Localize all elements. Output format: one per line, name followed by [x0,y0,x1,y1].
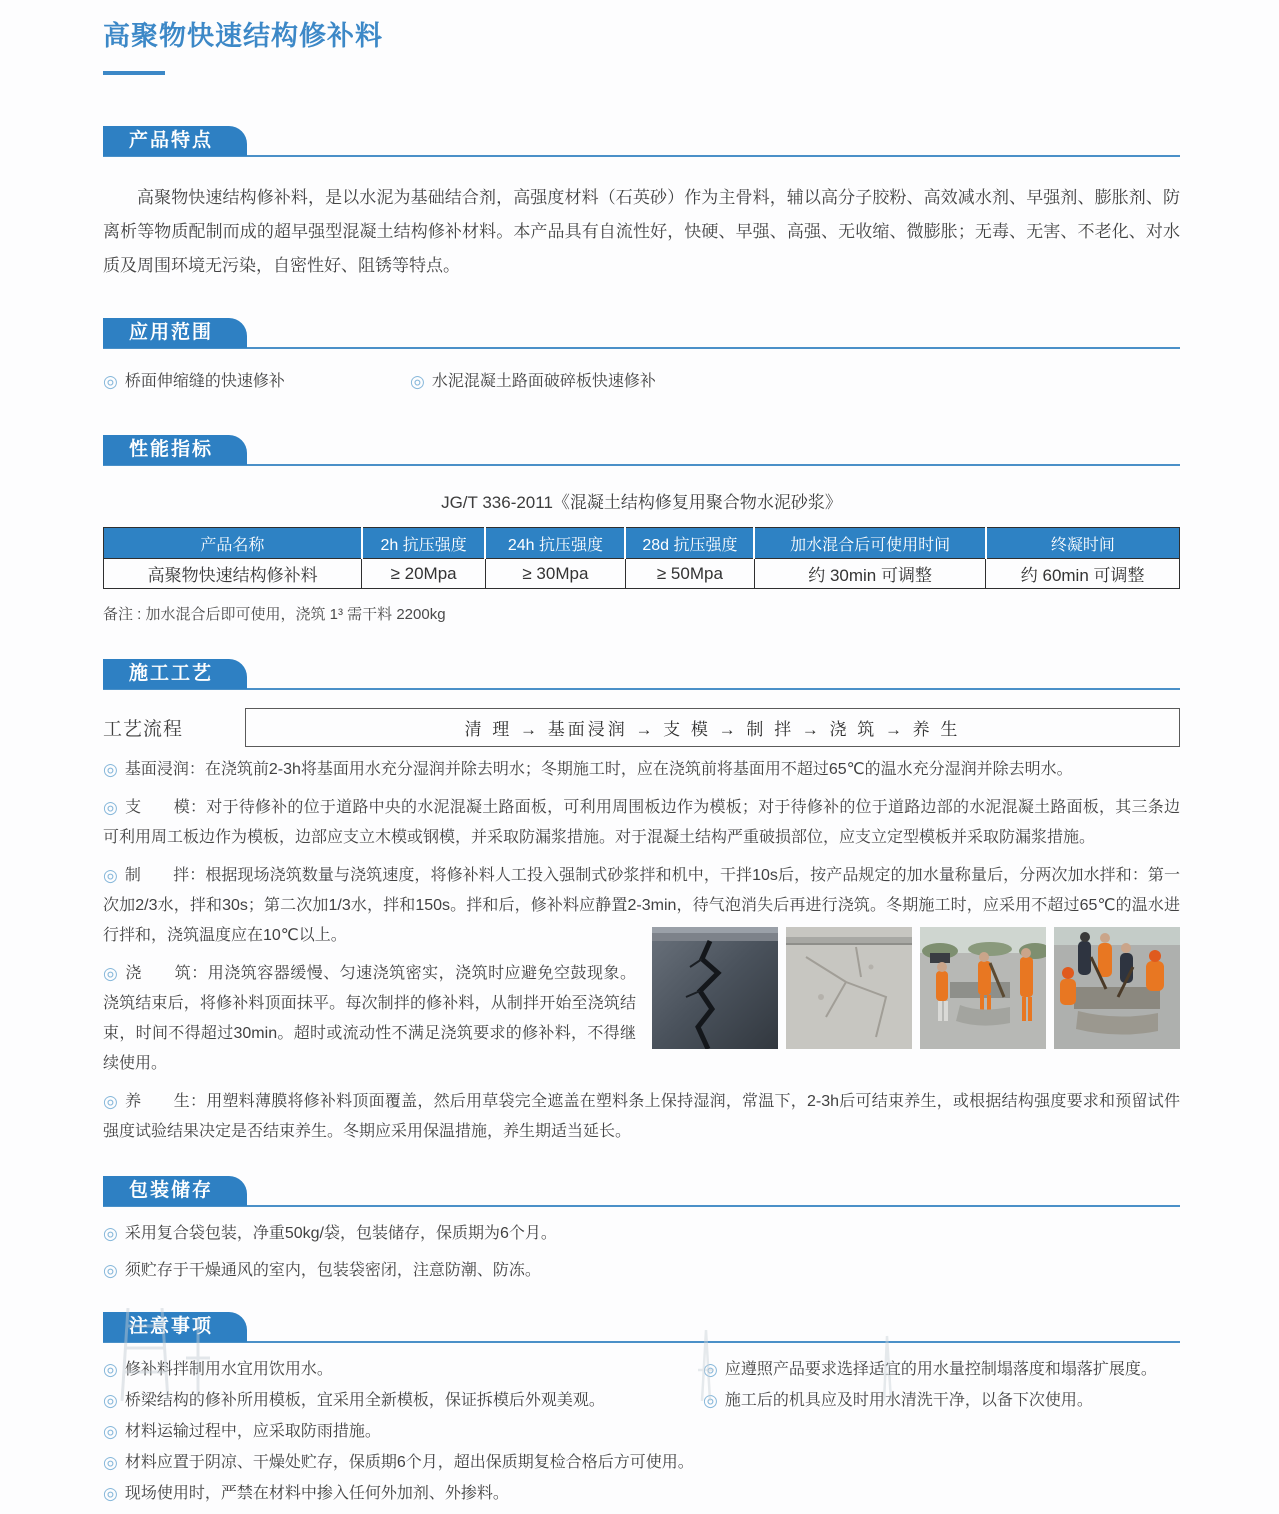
note-item [703,1359,1180,1380]
concrete-surface-crack-photo [786,927,912,1049]
note-item-text: 材料运输过程中，应采取防雨措施。 [124,1423,381,1440]
note-item-text: 材料应置于阴凉、干燥处贮存，保质期6个月，超出保质期复检合格后方可使用。 [124,1454,694,1471]
ring-bullet-icon: ◎ [103,372,118,391]
table-cell: 约 60min 可调整 [986,559,1180,589]
note-item [103,1359,703,1380]
col-header: 28d 抗压强度 [625,528,754,559]
section-tab-performance: 性能指标 [103,435,247,465]
note-item [103,1452,703,1473]
standard-reference: JG/T 336-2011《混凝土结构修复用聚合物水泥砂浆》 [441,493,842,512]
ring-bullet-icon: ◎ [410,372,425,391]
table-cell: ≥ 20Mpa [362,559,486,589]
application-item-label: 水泥混凝土路面破碎板快速修补 [431,373,656,390]
section-tab-process: 施工工艺 [103,659,247,689]
application-list [103,371,1180,392]
notes-columns [103,1359,1180,1514]
col-header: 产品名称 [104,528,362,559]
ring-bullet-icon: ◎ [703,1360,718,1379]
ring-bullet-icon: ◎ [103,798,119,817]
ring-bullet-icon: ◎ [103,1391,118,1410]
ring-bullet-icon: ◎ [103,1360,118,1379]
section-head-process [103,658,1180,690]
section-head-notes [103,1311,1180,1343]
process-step [103,1086,1180,1147]
table-cell: 高聚物快速结构修补料 [104,559,362,589]
title-underline [103,71,165,75]
note-item [103,1421,703,1442]
ring-bullet-icon: ◎ [103,1224,118,1243]
process-step-text: 支 模：对于待修补的位于道路中央的水泥混凝土路面板，可利用周围板边作为模板；对于待修补的位于道路边部的水泥混凝土路面板，其三条边可利用周工板边作为模板，边部应支立木模或钢模，并采取防漏浆措施。对于混凝土结构严重破损部位，应支立定型模板并采取防漏浆措施。 [103,799,1180,846]
flow-label: 工艺流程 [103,719,184,740]
features-paragraph: 高聚物快速结构修补料，是以水泥为基础结合剂，高强度材料（石英砂）作为主骨料，辅以高分子胶粉、高效减水剂、早强剂、膨胀剂、防离析等物质配制而成的超早强型混凝土结构修补材料。本产品具有自流性好，快硬、早强、高强、无收缩、微膨胀；无毒、无害、不老化、对水质及周围环境无污染，自密性好、阻锈等特点。 [103,188,1180,275]
list-item [103,371,410,392]
table-cell: ≥ 50Mpa [625,559,754,589]
ring-bullet-icon: ◎ [103,964,119,983]
col-header: 24h 抗压强度 [485,528,625,559]
packaging-item-text: 采用复合袋包装，净重50kg/袋，包装储存，保质期为6个月。 [124,1225,557,1242]
road-repair-workers-photo [920,927,1046,1049]
process-step-text: 基面浸润：在浇筑前2-3h将基面用水充分湿润并除去明水；冬期施工时，应在浇筑前将基面用不超过65℃的温水充分湿润并除去明水。 [124,761,1073,778]
section-tab-applications: 应用范围 [103,318,247,348]
application-item-label: 桥面伸缩缝的快速修补 [124,373,285,390]
note-item-text: 应遵照产品要求选择适宜的用水量控制塌落度和塌落扩展度。 [724,1361,1157,1378]
pavement-crack-photo [652,927,778,1049]
process-flow-row [103,708,1180,747]
table-cell: ≥ 30Mpa [485,559,625,589]
section-head-packaging [103,1175,1180,1207]
workers-patching-slab-photo [1054,927,1180,1049]
table-row [104,559,1180,589]
performance-table [103,527,1180,589]
section-head-features [103,125,1180,157]
col-header: 2h 抗压强度 [362,528,486,559]
ring-bullet-icon: ◎ [103,1422,118,1441]
note-item-text: 修补料拌制用水宜用饮用水。 [124,1361,333,1378]
process-step-text: 制 拌：根据现场浇筑数量与浇筑速度，将修补料人工投入强制式砂浆拌和机中，干拌10s后，按产品规定的加水量称量后，分两次加水拌和：第一次加2/3水，拌和30s；第二次加1/3水，拌和150s。拌和后，修补料应静置2-3min，待气泡消失后再进行浇筑。冬期施工时，应采用不超过65℃的温水进行拌和，浇筑温度应在10℃以上。 [103,867,1180,944]
ring-bullet-icon: ◎ [103,1484,118,1503]
ring-bullet-icon: ◎ [103,866,118,885]
process-step [103,792,1180,853]
section-tab-packaging: 包装储存 [103,1176,247,1206]
process-step-text: 浇 筑：用浇筑容器缓慢、匀速浇筑密实，浇筑时应避免空鼓现象。浇筑结束后，将修补料顶面抹平。每次制拌的修补料，从制拌开始至浇筑结束，时间不得超过30min。超时或流动性不满足浇筑要求的修补料，不得继续使用。 [103,965,636,1072]
note-item-text: 桥梁结构的修补所用模板，宜采用全新模板，保证拆模后外观美观。 [124,1392,605,1409]
packaging-item [103,1260,1180,1281]
section-head-applications [103,317,1180,349]
col-header: 加水混合后可使用时间 [754,528,985,559]
notes-right-column [703,1359,1180,1514]
note-item-text: 现场使用时，严禁在材料中掺入任何外加剂、外掺料。 [124,1485,509,1502]
ring-bullet-icon: ◎ [103,1453,118,1472]
process-step-text: 养 生：用塑料薄膜将修补料顶面覆盖，然后用草袋完全遮盖在塑料条上保持湿润，常温下，2-3h后可结束养生，或根据结构强度要求和预留试件强度试验结果决定是否结束养生。冬期应采用保温措施，养生期适当延长。 [103,1093,1180,1140]
ring-bullet-icon: ◎ [703,1391,718,1410]
table-cell: 约 30min 可调整 [754,559,985,589]
document-page [103,0,1180,1514]
packaging-item [103,1223,1180,1244]
note-item-text: 施工后的机具应及时用水清洗干净，以备下次使用。 [724,1392,1093,1409]
ring-bullet-icon: ◎ [103,760,118,779]
section-tab-notes: 注意事项 [103,1312,247,1342]
process-step [103,754,1180,785]
table-note: 备注 : 加水混合后即可使用，浇筑 1³ 需干料 2200kg [103,606,446,623]
notes-left-column [103,1359,703,1514]
ring-bullet-icon: ◎ [103,1092,119,1111]
list-item [410,371,656,392]
ring-bullet-icon: ◎ [103,1261,118,1280]
col-header: 终凝时间 [986,528,1180,559]
packaging-item-text: 须贮存于干燥通风的室内，包装袋密闭，注意防潮、防冻。 [124,1262,541,1279]
table-header-row [104,528,1180,559]
construction-photo-strip [652,927,1180,1049]
section-head-performance [103,434,1180,466]
flow-sequence: 清 理 → 基面浸润 → 支 模 → 制 拌 → 浇 筑 → 养 生 [245,708,1180,747]
section-tab-features: 产品特点 [103,126,247,156]
page-title: 高聚物快速结构修补料 [103,21,383,51]
note-item [103,1483,703,1504]
